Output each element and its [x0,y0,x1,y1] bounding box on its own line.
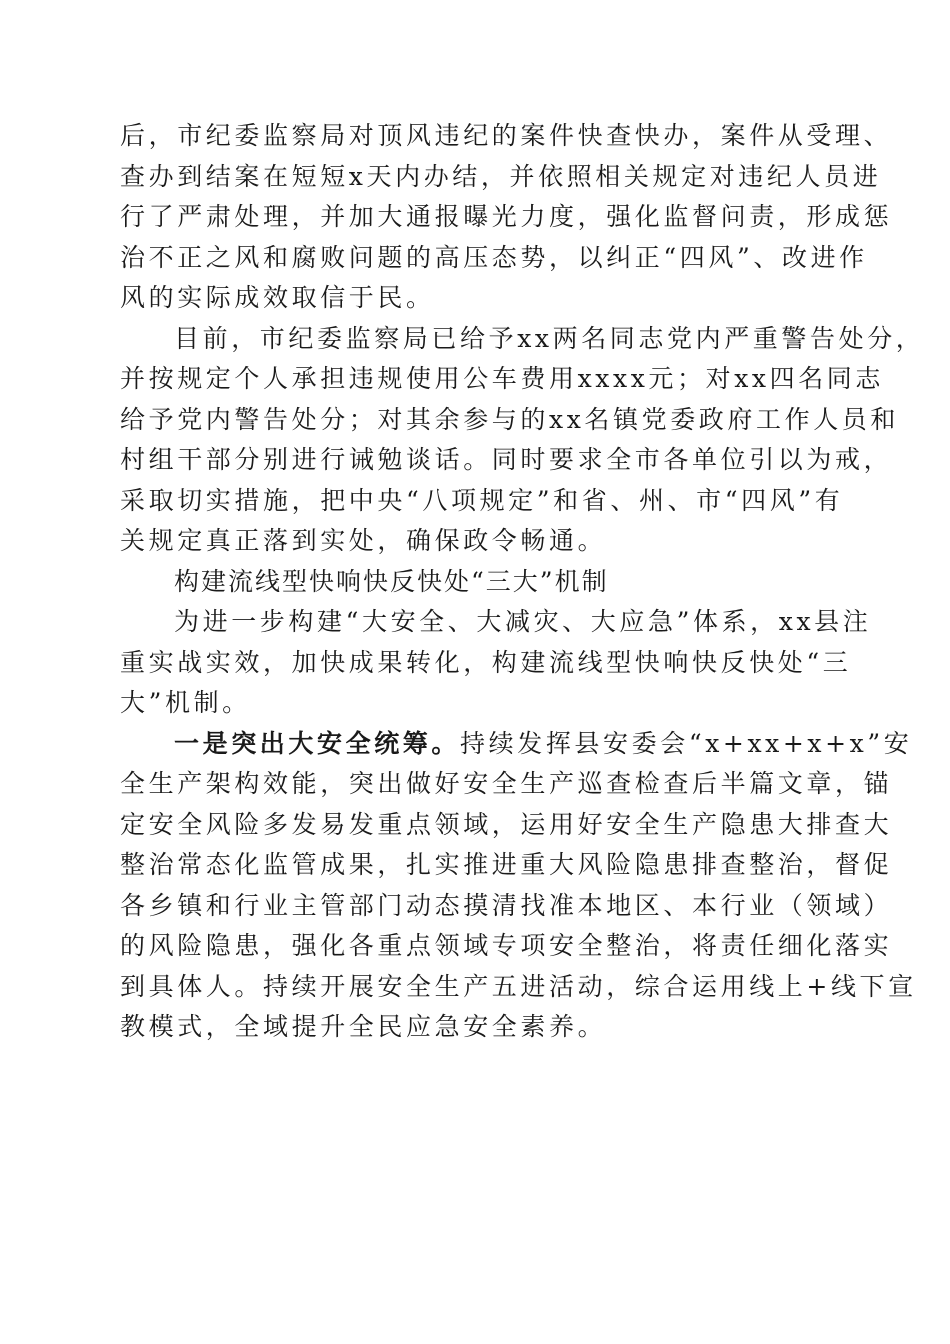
paragraph-line: 查办到结案在短短x天内办结，并依照相关规定对违纪人员进 [120,161,882,191]
paragraph-line: 大”机制。 [120,688,251,717]
paragraph-line: 到具体人。持续开展安全生产五进活动，综合运用线上+线下宣 [120,971,917,1001]
paragraph-line: 为进一步构建“大安全、大减灾、大应急”体系，xx县注 [174,607,872,636]
paragraph-line: 风的实际成效取信于民。 [120,283,435,312]
paragraph-line: 关规定真正落到实处，确保政令畅通。 [120,526,607,555]
paragraph-line: 目前，市纪委监察局已给予xx两名同志党内严重警告处分， [174,323,925,353]
document-body [120,116,925,1048]
paragraph-line: 并按规定个人承担违规使用公车费用xxxx元；对xx四名同志 [120,364,884,393]
paragraph-line: 教模式，全域提升全民应急安全素养。 [120,1012,607,1041]
bold-lead-text: 一是突出大安全统筹。 [174,728,461,758]
paragraph-line: 行了严肃处理，并加大通报曝光力度，强化监督问责，形成惩 [120,202,893,231]
section-heading: 构建流线型快响快反快处“三大”机制 [174,566,609,596]
paragraph-line: 全生产架构效能，突出做好安全生产巡查检查后半篇文章，锚 [120,769,893,798]
paragraph-line: 定安全风险多发易发重点领域，运用好安全生产隐患大排查大 [120,809,893,839]
paragraph-line: 村组干部分别进行诫勉谈话。同时要求全市各单位引以为戒， [120,445,893,474]
paragraph-line: 重实战实效，加快成果转化，构建流线型快响快反快处“三 [120,647,852,677]
paragraph-line: 后，市纪委监察局对顶风违纪的案件快查快办，案件从受理、 [120,121,893,150]
paragraph-line: 治不正之风和腐败问题的高压态势，以纠正“四风”、改进作 [120,242,868,272]
lead-line-rest: 持续发挥县安委会“x+xx+x+x”安 [460,728,913,758]
paragraph-line [120,724,913,765]
paragraph-line: 各乡镇和行业主管部门动态摸清找准本地区、本行业（领域） [120,890,893,920]
paragraph-line: 整治常态化监管成果，扎实推进重大风险隐患排查整治，督促 [120,850,893,879]
paragraph-line: 的风险隐患，强化各重点领域专项安全整治，将责任细化落实 [120,931,893,960]
paragraph-line: 采取切实措施，把中央“八项规定”和省、州、市“四风”有 [120,485,844,515]
paragraph-line: 给予党内警告处分；对其余参与的xx名镇党委政府工作人员和 [120,404,900,434]
